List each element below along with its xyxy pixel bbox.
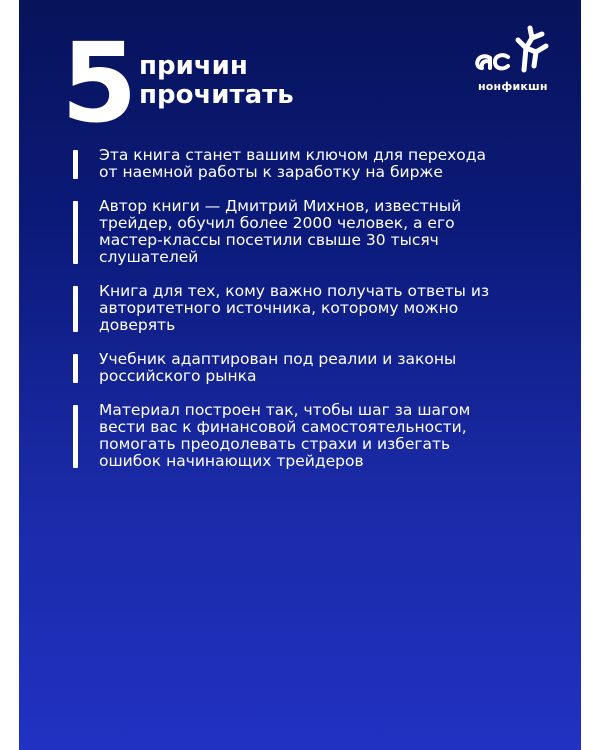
reason-bar bbox=[73, 150, 78, 179]
tree-figure-icon bbox=[474, 22, 564, 82]
reason-item bbox=[73, 283, 553, 334]
reason-count: 5 bbox=[61, 19, 138, 147]
reason-item bbox=[73, 198, 553, 266]
reason-bar bbox=[73, 354, 78, 383]
reason-item bbox=[73, 351, 553, 385]
reason-bar bbox=[73, 405, 78, 468]
reason-bar bbox=[73, 286, 78, 332]
reason-item bbox=[73, 402, 553, 470]
promo-card bbox=[19, 0, 581, 750]
headline-line-2: прочитать bbox=[139, 80, 294, 110]
headline-line-1: причин bbox=[139, 51, 248, 81]
logo-subtitle: нонфикшн bbox=[478, 80, 548, 93]
headline bbox=[139, 52, 294, 110]
reason-text: Материал построен так, чтобы шаг за шагом вести вас к финансовой самостоятельности, помогать преодолевать страхи и избегать ошибок начинающих трейдеров bbox=[99, 401, 471, 470]
reason-text: Книга для тех, кому важно получать ответы из авторитетного источника, которому можно доверять bbox=[99, 282, 490, 334]
reason-bar bbox=[73, 201, 78, 264]
reasons-list bbox=[73, 147, 553, 487]
reason-text: Автор книги — Дмитрий Михнов, известный трейдер, обучил более 2000 человек, а его мастер-классы посетили свыше 30 тысяч слушателей bbox=[99, 197, 462, 266]
reason-text: Эта книга станет вашим ключом для перехода от наемной работы к заработку на бирже bbox=[99, 146, 486, 181]
publisher-logo bbox=[474, 22, 564, 96]
reason-item bbox=[73, 147, 553, 181]
reason-text: Учебник адаптирован под реалии и законы российского рынка bbox=[99, 350, 457, 385]
